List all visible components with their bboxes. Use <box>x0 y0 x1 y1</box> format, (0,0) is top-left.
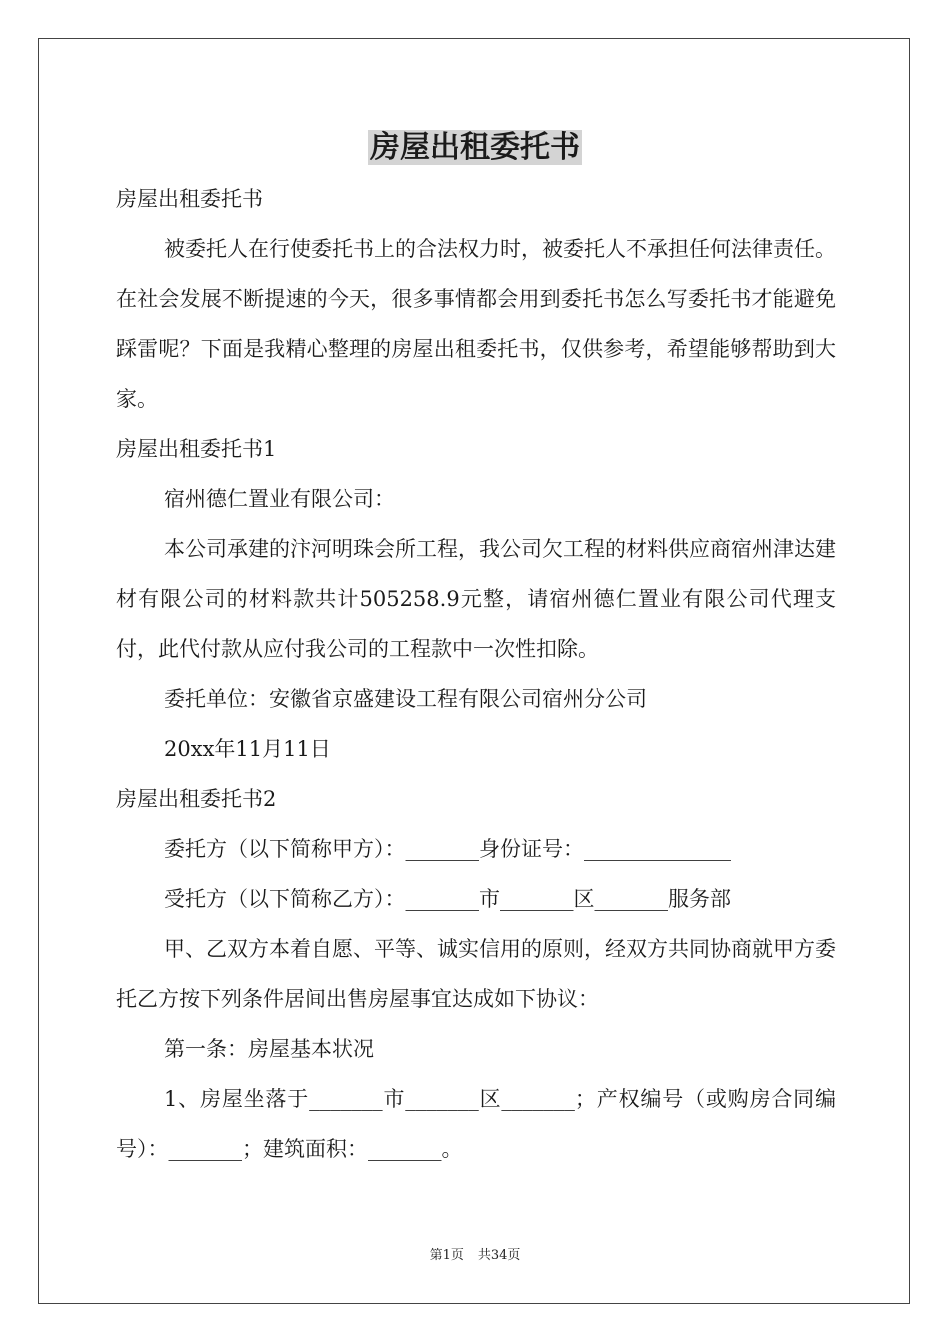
agent-paragraph: 受托方（以下简称乙方）：_______市_______区_______服务部 <box>164 887 731 911</box>
article-one-heading: 第一条：房屋基本状况 <box>164 1037 374 1061</box>
subtitle-paragraph: 房屋出租委托书 <box>116 187 263 211</box>
page-footer <box>0 1246 950 1266</box>
page-number: 第1页 <box>429 1248 464 1263</box>
addressee-paragraph: 宿州德仁置业有限公司： <box>164 487 395 511</box>
page-total: 共34页 <box>477 1248 521 1263</box>
document-body <box>116 174 836 1174</box>
document-title-text: 房屋出租委托书 <box>370 130 580 165</box>
section-heading-1: 房屋出租委托书1 <box>116 437 277 461</box>
document-title <box>0 128 950 168</box>
agreement-paragraph: 甲、乙双方本着自愿、平等、诚实信用的原则，经双方共同协商就甲方委托乙方按下列条件居间出售房屋事宜达成如下协议： <box>116 937 836 1011</box>
intro-paragraph: 被委托人在行使委托书上的合法权力时，被委托人不承担任何法律责任。在社会发展不断提速的今天，很多事情都会用到委托书怎么写委托书才能避免踩雷呢？下面是我精心整理的房屋出租委托书，仅供参考，希望能够帮助到大家。 <box>116 237 836 411</box>
property-location-paragraph: 1、房屋坐落于_______市_______区_______；产权编号（或购房合同编号）：_______；建筑面积：_______。 <box>116 1087 836 1161</box>
principal-paragraph: 委托方（以下简称甲方）：_______身份证号：______________ <box>164 837 731 861</box>
entrusting-unit-paragraph: 委托单位：安徽省京盛建设工程有限公司宿州分公司 <box>164 687 647 711</box>
date-paragraph: 20xx年11月11日 <box>164 737 331 761</box>
body-paragraph: 本公司承建的汴河明珠会所工程，我公司欠工程的材料供应商宿州津达建材有限公司的材料款共计505258.9元整，请宿州德仁置业有限公司代理支付，此代付款从应付我公司的工程款中一次性扣除。 <box>116 537 836 661</box>
section-heading-2: 房屋出租委托书2 <box>116 787 277 811</box>
